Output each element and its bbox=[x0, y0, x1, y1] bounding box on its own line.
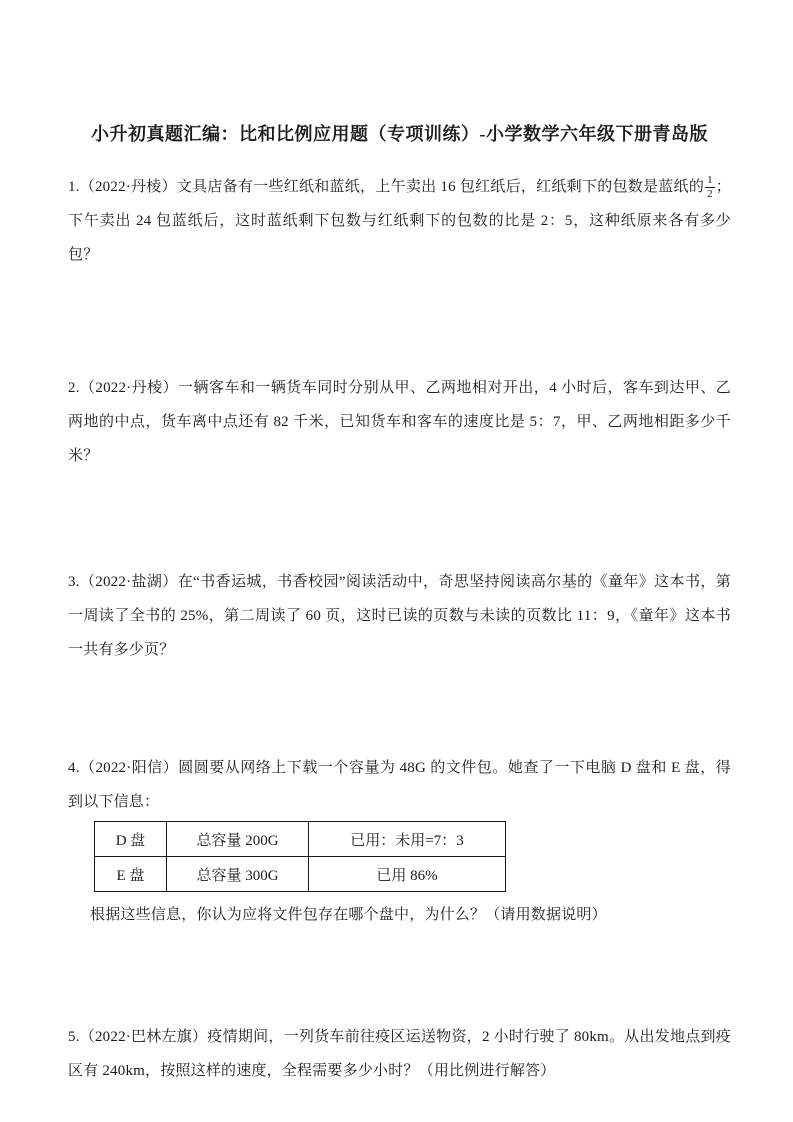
problem-1-text-before-fraction: 1.（2022·丹棱）文具店备有一些红纸和蓝纸，上午卖出 16 包红纸后，红纸剩下的包数是蓝纸的 bbox=[68, 179, 705, 195]
table-cell-capacity: 总容量 200G bbox=[167, 822, 309, 857]
table-cell-disk-name: D 盘 bbox=[95, 822, 167, 857]
table-row-d-disk bbox=[95, 822, 506, 857]
problem-4: 4.（2022·阳信）圆圆要从网络上下载一个容量为 48G 的文件包。她查了一下电脑 D 盘和 E 盘，得到以下信息： bbox=[68, 760, 731, 810]
table-cell-usage: 已用 86% bbox=[309, 857, 506, 892]
fraction-denominator: 2 bbox=[707, 188, 713, 200]
fraction-one-half bbox=[705, 175, 715, 200]
table-row-e-disk bbox=[95, 857, 506, 892]
problem-2: 2.（2022·丹棱）一辆客车和一辆货车同时分别从甲、乙两地相对开出，4 小时后，客车到达甲、乙两地的中点，货车离中点还有 82 千米，已知货车和客车的速度比是 5：7，甲、乙两地相距多少千米？ bbox=[68, 380, 731, 464]
fraction-numerator: 1 bbox=[707, 174, 713, 186]
problem-4-note: 根据这些信息，你认为应将文件包存在哪个盘中，为什么？（请用数据说明） bbox=[90, 907, 607, 923]
table-cell-disk-name: E 盘 bbox=[95, 857, 167, 892]
table-cell-usage: 已用：未用=7：3 bbox=[309, 822, 506, 857]
problem-3: 3.（2022·盐湖）在“书香运城，书香校园”阅读活动中，奇思坚持阅读高尔基的《童年》这本书，第一周读了全书的 25%，第二周读了 60 页，这时已读的页数与未读的页数比 11：9，《童年》这本书一共有多少页？ bbox=[68, 574, 731, 658]
problem-1-text-after-fraction: ；下午卖出 24 包蓝纸后，这时蓝纸剩下包数与红纸剩下的包数的比是 2：5，这种纸原来各有多少包？ bbox=[68, 179, 731, 263]
disk-info-table bbox=[94, 821, 506, 892]
problem-1 bbox=[68, 170, 731, 272]
page-title: 小升初真题汇编：比和比例应用题（专项训练）-小学数学六年级下册青岛版 bbox=[91, 124, 708, 144]
problem-5: 5.（2022·巴林左旗）疫情期间，一列货车前往疫区运送物资，2 小时行驶了 80km。从出发地点到疫区有 240km，按照这样的速度，全程需要多少小时？（用比例进行解答） bbox=[68, 1029, 731, 1079]
table-cell-capacity: 总容量 300G bbox=[167, 857, 309, 892]
